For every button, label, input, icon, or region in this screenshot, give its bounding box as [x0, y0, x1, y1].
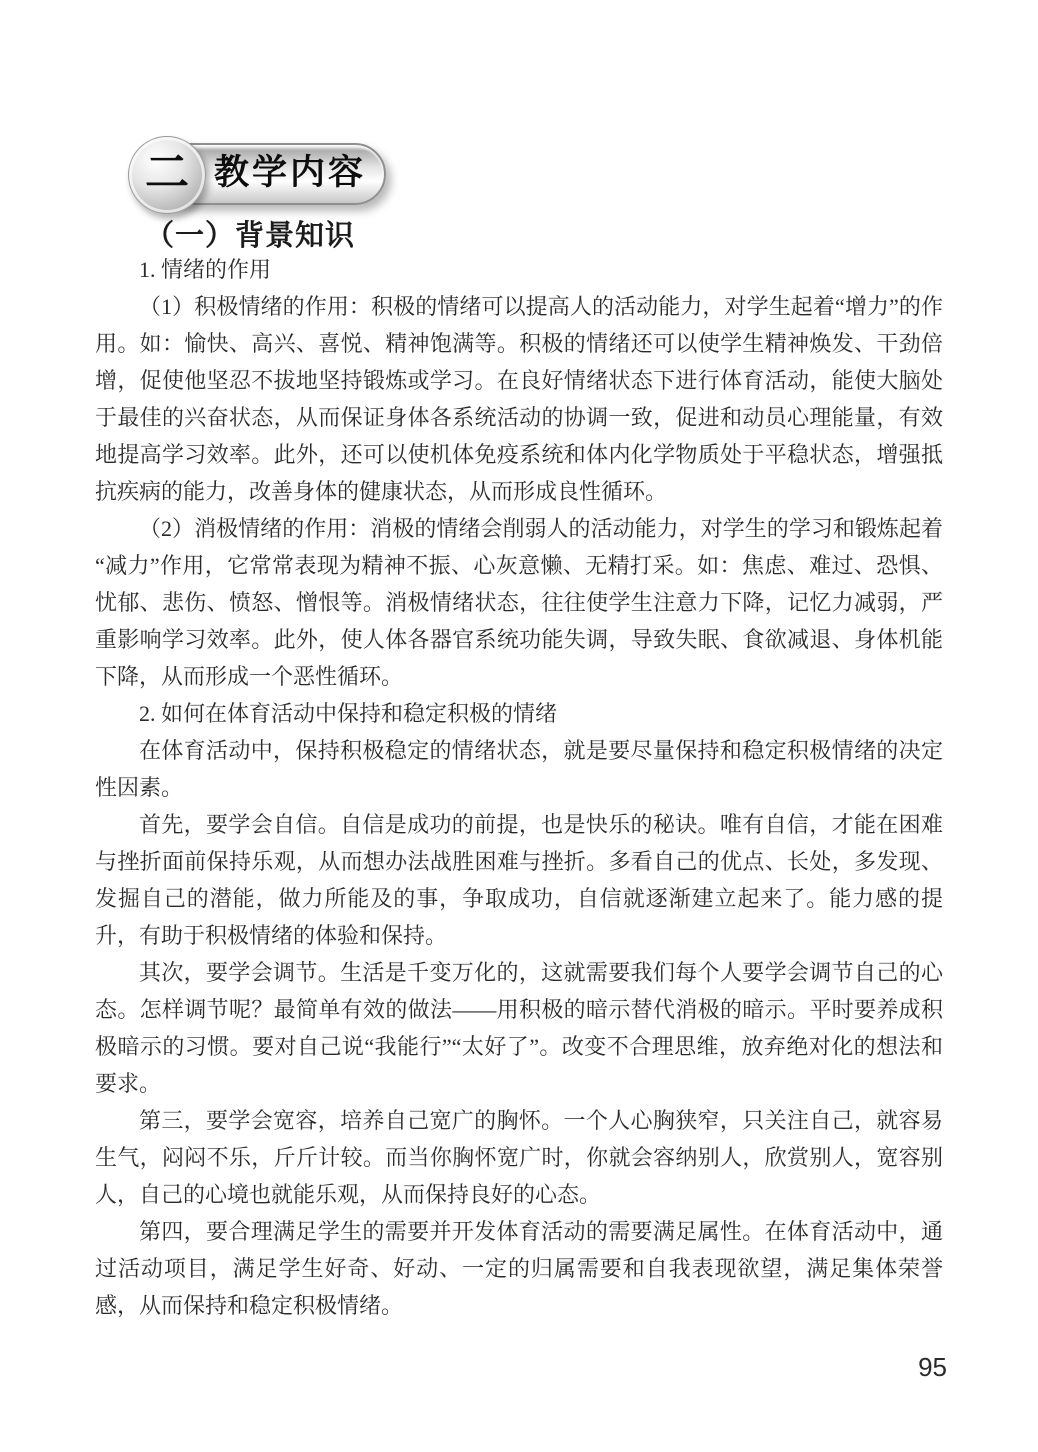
paragraph-negative-emotion: （2）消极情绪的作用：消极的情绪会削弱人的活动能力，对学生的学习和锻炼起着“减力”作用，它常常表现为精神不振、心灰意懒、无精打采。如：焦虑、难过、恐惧、忧郁、悲伤、愤怒、憎恨等。消极情绪状态，往往使学生注意力下降，记忆力减弱，严重影响学习效率。此外，使人体各器官系统功能失调，导致失眠、食欲减退、身体机能下降，从而形成一个恶性循环。: [95, 516, 943, 689]
section-badge: [128, 136, 398, 218]
section-title: 教学内容: [214, 153, 367, 192]
paragraph-intro: 在体育活动中，保持积极稳定的情绪状态，就是要尽量保持和稳定积极情绪的决定性因素。: [95, 738, 943, 800]
paragraph-fourth-needs: 第四，要合理满足学生的需要并开发体育活动的需要满足属性。在体育活动中，通过活动项目，满足学生好奇、好动、一定的归属需要和自我表现欲望，满足集体荣誉感，从而保持和稳定积极情绪。: [95, 1219, 943, 1318]
subsection-title: （一）背景知识: [145, 220, 356, 252]
body-text: [95, 251, 943, 1324]
paragraph-second-regulation: 其次，要学会调节。生活是千变万化的，这就需要我们每个人要学会调节自己的心态。怎样调节呢？最简单有效的做法——用积极的暗示替代消极的暗示。平时要养成积极暗示的习惯。要对自己说“我能行”“太好了”。改变不合理思维，放弃绝对化的想法和要求。: [95, 960, 943, 1096]
paragraph-third-tolerance: 第三，要学会宽容，培养自己宽广的胸怀。一个人心胸狭窄，只关注自己，就容易生气，闷闷不乐，斤斤计较。而当你胸怀宽广时，你就会容纳别人，欣赏别人，宽容别人，自己的心境也就能乐观，从而保持良好的心态。: [95, 1108, 943, 1207]
section-number: 二: [145, 148, 189, 197]
paragraph-positive-emotion: （1）积极情绪的作用：积极的情绪可以提高人的活动能力，对学生起着“增力”的作用。如：愉快、高兴、喜悦、精神饱满等。积极的情绪还可以使学生精神焕发、干劲倍增，促使他坚忍不拔地坚持锻炼或学习。在良好情绪状态下进行体育活动，能使大脑处于最佳的兴奋状态，从而保证身体各系统活动的协调一致，促进和动员心理能量，有效地提高学习效率。此外，还可以使机体免疫系统和体内化学物质处于平稳状态，增强抵抗疾病的能力，改善身体的健康状态，从而形成良性循环。: [95, 294, 943, 504]
section-number-circle: [128, 136, 206, 214]
paragraph-first-confidence: 首先，要学会自信。自信是成功的前提，也是快乐的秘诀。唯有自信，才能在困难与挫折面前保持乐观，从而想办法战胜困难与挫折。多看自己的优点、长处，多发现、发掘自己的潜能，做力所能及的事，争取成功，自信就逐渐建立起来了。能力感的提升，有助于积极情绪的体验和保持。: [95, 812, 943, 948]
page-number: 95: [918, 1352, 947, 1382]
numbered-heading-2: 2. 如何在体育活动中保持和稳定积极的情绪: [139, 701, 558, 726]
numbered-heading-1: 1. 情绪的作用: [139, 257, 272, 282]
